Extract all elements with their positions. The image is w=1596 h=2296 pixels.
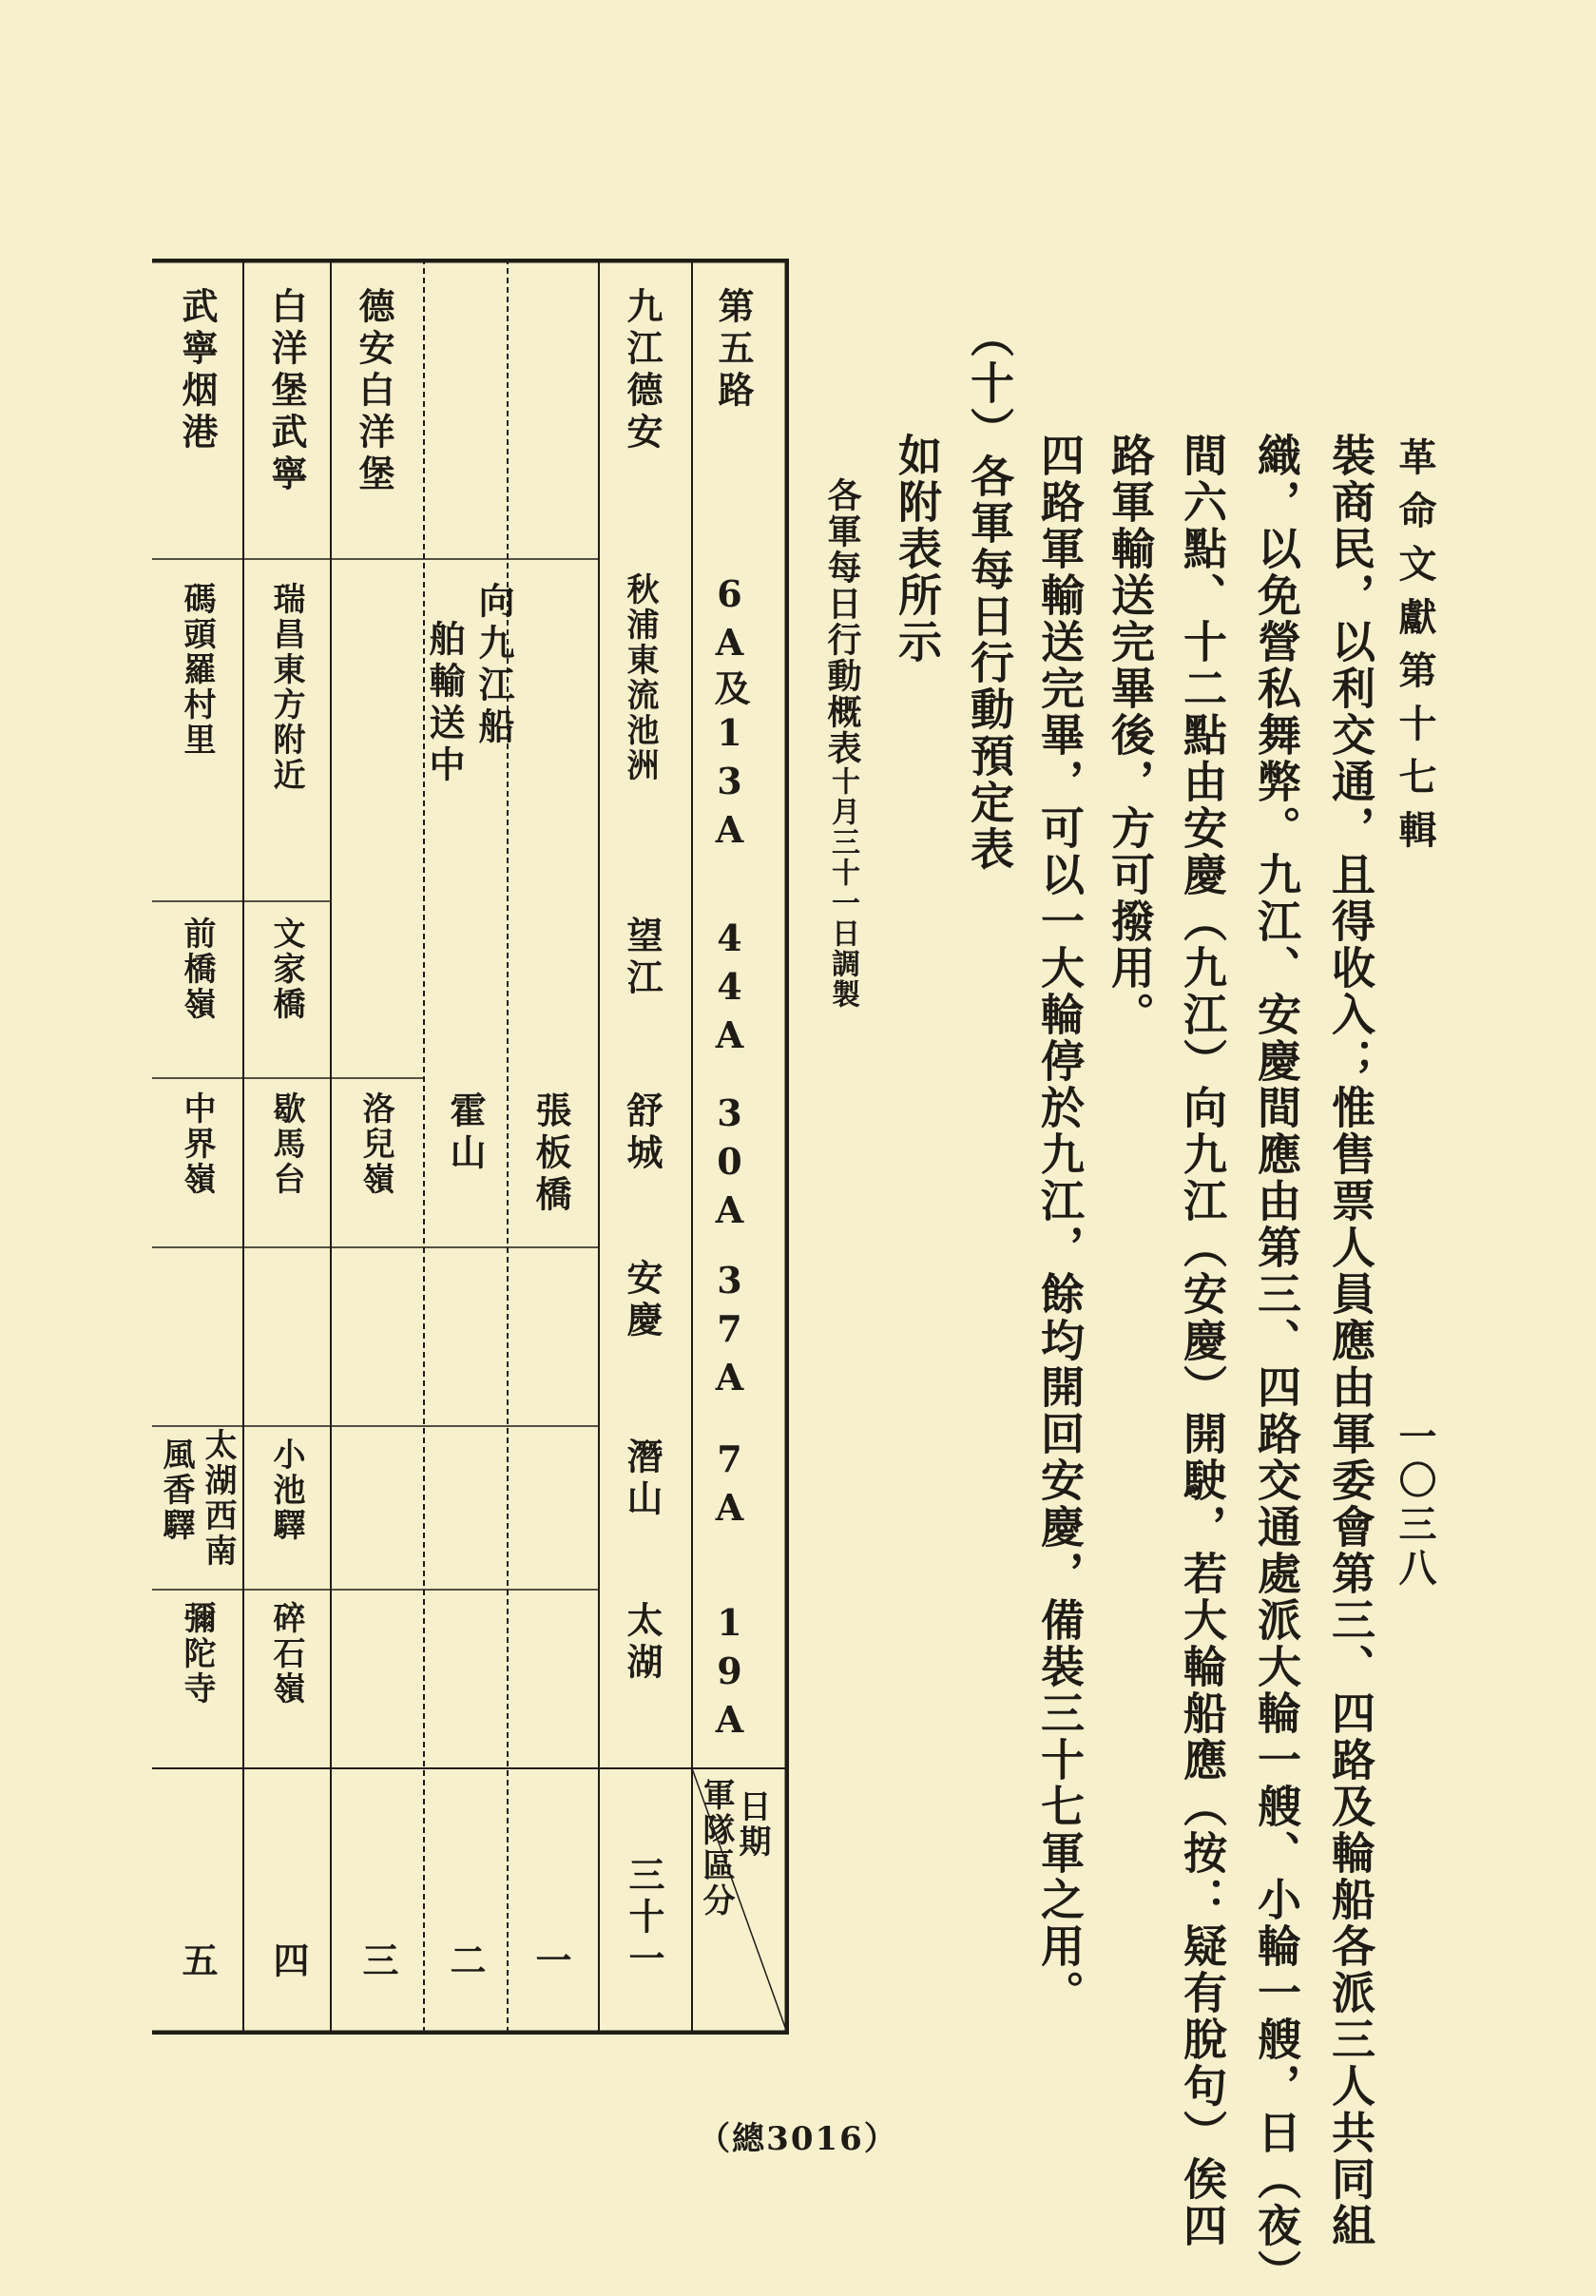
page-footer-total: （總3016） bbox=[698, 2120, 898, 2158]
d4-wenjiaqiao: 文家橋 bbox=[267, 916, 305, 1022]
d4-suishiling: 碎石嶺 bbox=[267, 1601, 305, 1707]
body-line-2: 織，以免營私舞弊。九江、安慶間應由第三、四路交通處派大輪一艘、小輪一艘，日（夜） bbox=[1251, 433, 1302, 2296]
d4-baiyangbao-wuning: 白洋堡武寧 bbox=[265, 287, 308, 496]
body-line-6: 如附表所示 bbox=[892, 433, 943, 666]
d31-shucheng: 舒城 bbox=[621, 1091, 663, 1175]
daily-movement-table bbox=[152, 259, 789, 2035]
unit-30a: 30A bbox=[708, 1091, 751, 1237]
d2-ship-transport-a: 向九江船 bbox=[472, 582, 515, 749]
d5-qianqiaoling: 前橋嶺 bbox=[178, 916, 216, 1022]
date-31: 三十一 bbox=[623, 1856, 665, 1981]
d5-zhongjieling: 中界嶺 bbox=[178, 1091, 216, 1197]
body-line-5: 四路軍輸送完畢，可以一大輪停於九江，餘均開回安慶，備裝三十七軍之用。 bbox=[1034, 433, 1086, 2016]
d5-taihu-southwest: 太湖西南 bbox=[199, 1428, 237, 1569]
body-line-1: 裝商民，以利交通，且得收入；惟售票人員應由軍委會第三、四路及輪船各派三人共同組 bbox=[1325, 433, 1376, 2249]
d4-xiemataii: 歇馬台 bbox=[267, 1091, 305, 1197]
d3-luoerling: 洛兒嶺 bbox=[356, 1091, 394, 1197]
d1-zhangbanqiao: 張板橋 bbox=[529, 1091, 572, 1217]
corner-date-label: 日期 bbox=[733, 1789, 771, 1860]
d31-taihu: 太湖 bbox=[621, 1601, 663, 1685]
page-number: 一〇三八 bbox=[1393, 1417, 1437, 1592]
date-3: 三 bbox=[356, 1941, 399, 1983]
table-caption-title: 各軍每日行動概表 bbox=[822, 477, 862, 766]
d31-qianshan: 潛山 bbox=[621, 1437, 663, 1521]
d2-ship-transport-b: 舶輸送中 bbox=[423, 620, 466, 787]
d31-qiupu: 秋浦東流池洲 bbox=[621, 572, 659, 783]
unit-19a: 19A bbox=[708, 1601, 751, 1746]
table-caption bbox=[822, 477, 862, 1010]
unit-44a: 44A bbox=[708, 916, 751, 1062]
d5-fengxiangyi: 風香驛 bbox=[157, 1437, 195, 1543]
d31-jiujiang-dean: 九江德安 bbox=[621, 287, 663, 454]
date-2: 二 bbox=[444, 1941, 487, 1983]
d5-mituosi: 彌陀寺 bbox=[178, 1601, 216, 1707]
d5-matou-luocun: 碼頭羅村里 bbox=[178, 582, 216, 758]
d31-anqing: 安慶 bbox=[621, 1259, 663, 1342]
unit-37a: 37A bbox=[708, 1259, 751, 1404]
unit-7a: 7A bbox=[708, 1437, 751, 1534]
d4-xiaochiyi: 小池驛 bbox=[267, 1437, 305, 1543]
date-4: 四 bbox=[267, 1941, 310, 1983]
d4-ruichang-east: 瑞昌東方附近 bbox=[267, 582, 305, 793]
date-1: 一 bbox=[529, 1941, 572, 1983]
unit-6a-13a: 6A及13A bbox=[708, 572, 751, 857]
corner-unit-label: 軍隊區分 bbox=[697, 1778, 735, 1919]
book-title: 革命文獻第十七輯 bbox=[1393, 437, 1437, 863]
d2-huoshan: 霍山 bbox=[444, 1091, 487, 1175]
d31-wangjiang: 望江 bbox=[621, 916, 663, 1000]
d5-wuning-yangang: 武寧烟港 bbox=[176, 287, 219, 454]
date-5: 五 bbox=[176, 1941, 219, 1983]
section-heading: （十）各軍每日行動預定表 bbox=[964, 314, 1015, 873]
unit-5th-route: 第五路 bbox=[712, 287, 755, 413]
body-line-4: 路軍輸送完畢後，方可撥用。 bbox=[1105, 433, 1156, 1038]
body-line-3: 間六點、十二點由安慶（九江）向九江（安慶）開駛，若大輪船應（按：疑有脫句）俟四 bbox=[1177, 433, 1228, 2249]
table-caption-date: 十月三十一日調製 bbox=[826, 766, 859, 1010]
d3-dean-baiyangbao: 德安白洋堡 bbox=[353, 287, 395, 496]
